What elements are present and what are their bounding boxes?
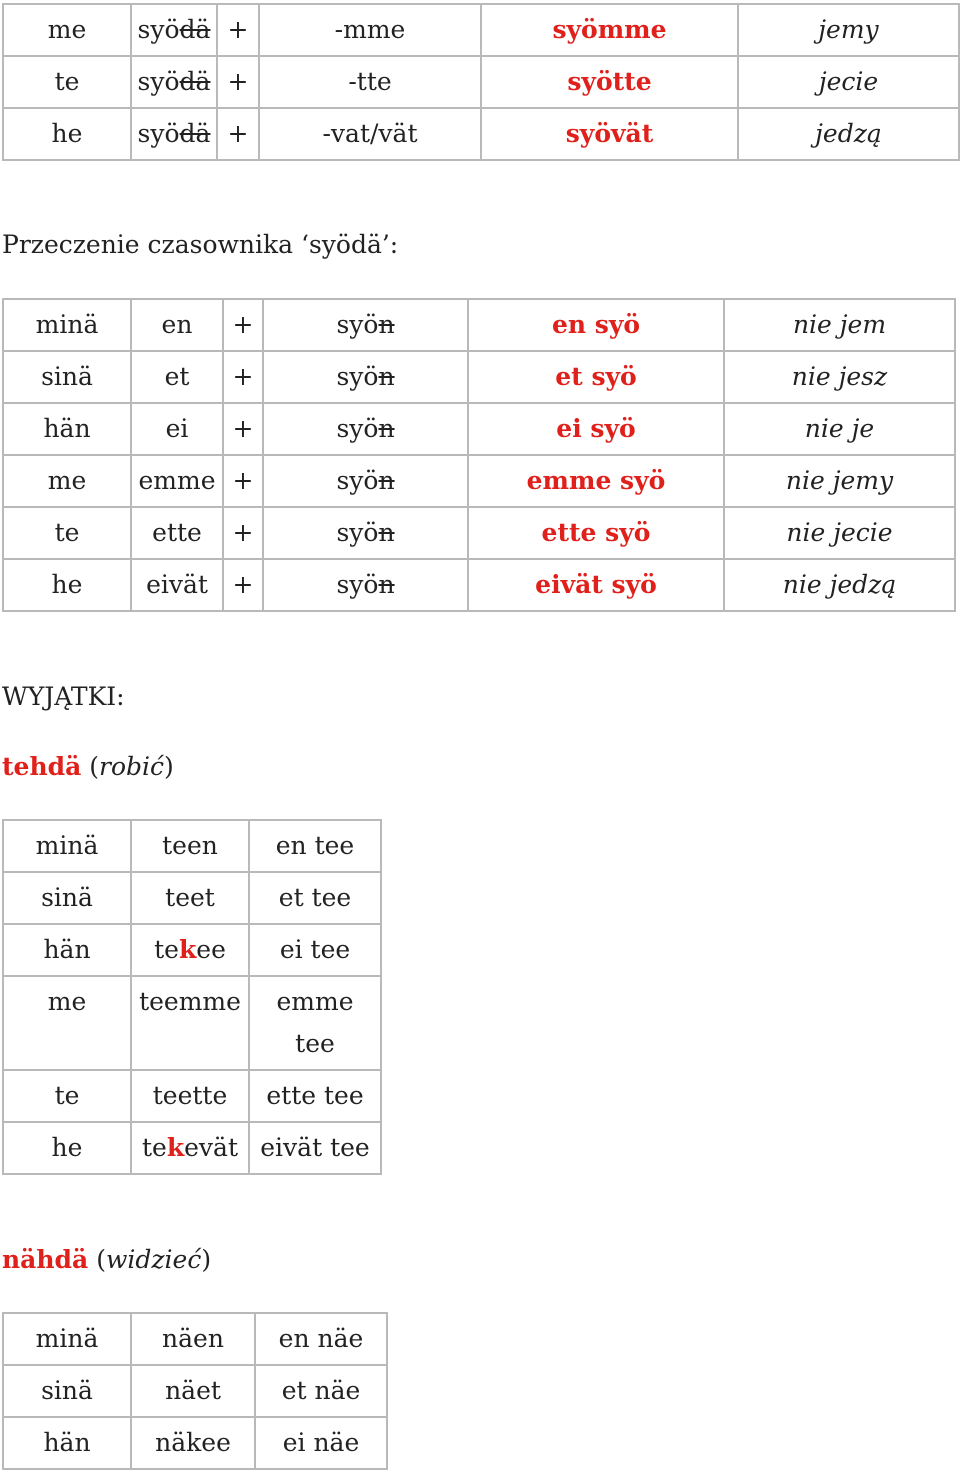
table-row <box>3 108 959 160</box>
dropped-letters: dä <box>179 119 211 148</box>
verb-form: näen <box>131 1313 255 1365</box>
dropped-letters: dä <box>179 67 211 96</box>
ending: -tte <box>259 56 481 108</box>
negative-form: emme tee <box>249 976 381 1070</box>
negative-form: ei näe <box>255 1417 387 1469</box>
plus-sign: + <box>217 56 259 108</box>
dropped-letters: dä <box>179 15 211 44</box>
plus-sign: + <box>223 559 263 611</box>
table-row <box>3 507 955 559</box>
table-row <box>3 1070 381 1122</box>
pronoun: sinä <box>3 1365 131 1417</box>
table-row <box>3 351 955 403</box>
nahda-table <box>2 1312 388 1470</box>
verb-meaning: robić <box>99 752 165 781</box>
pronoun: me <box>3 976 131 1070</box>
verb-stem-cell <box>263 507 468 559</box>
present-tense-table <box>2 3 960 161</box>
result-form: en syö <box>468 299 724 351</box>
stem: syö <box>336 310 379 339</box>
verb-form: tekevät <box>131 1122 249 1174</box>
negation-heading: Przeczenie czasownika ‘syödä’: <box>2 230 399 259</box>
verb-stem-cell <box>263 559 468 611</box>
dropped-letters: n <box>378 466 395 495</box>
stem: syö <box>336 466 379 495</box>
table-row <box>3 820 381 872</box>
verb-form: näkee <box>131 1417 255 1469</box>
result-form: syövät <box>481 108 738 160</box>
stem: syö <box>137 119 180 148</box>
result-form: eivät syö <box>468 559 724 611</box>
plus-sign: + <box>217 108 259 160</box>
nahda-heading <box>2 1245 211 1274</box>
pronoun: hän <box>3 924 131 976</box>
plus-sign: + <box>223 351 263 403</box>
pronoun: he <box>3 559 131 611</box>
tehda-heading <box>2 752 174 781</box>
negative-form: et näe <box>255 1365 387 1417</box>
verb-form: näet <box>131 1365 255 1417</box>
translation: nie je <box>724 403 955 455</box>
negative-auxiliary: eivät <box>131 559 223 611</box>
table-row <box>3 1122 381 1174</box>
close-paren: ) <box>164 752 174 781</box>
stem: syö <box>336 414 379 443</box>
dropped-letters: n <box>378 310 395 339</box>
dropped-letters: n <box>378 362 395 391</box>
pronoun: sinä <box>3 351 131 403</box>
verb-form: teemme <box>131 976 249 1070</box>
negative-auxiliary: et <box>131 351 223 403</box>
translation: jedzą <box>738 108 959 160</box>
pronoun: sinä <box>3 872 131 924</box>
table-row <box>3 1417 387 1469</box>
verb-stem-cell <box>131 108 217 160</box>
table-row <box>3 872 381 924</box>
pronoun: me <box>3 4 131 56</box>
result-form: ette syö <box>468 507 724 559</box>
negative-auxiliary: en <box>131 299 223 351</box>
result-form: syömme <box>481 4 738 56</box>
plus-sign: + <box>223 455 263 507</box>
ending: -vat/vät <box>259 108 481 160</box>
ending: -mme <box>259 4 481 56</box>
result-form: et syö <box>468 351 724 403</box>
negative-auxiliary: ei <box>131 403 223 455</box>
pronoun: hän <box>3 1417 131 1469</box>
plus-sign: + <box>223 299 263 351</box>
dropped-letters: n <box>378 570 395 599</box>
pronoun: minä <box>3 820 131 872</box>
exceptions-heading: WYJĄTKI: <box>2 682 125 711</box>
plus-sign: + <box>223 403 263 455</box>
stem: syö <box>137 15 180 44</box>
negative-form: eivät tee <box>249 1122 381 1174</box>
verb-form: teet <box>131 872 249 924</box>
dropped-letters: n <box>378 414 395 443</box>
translation: nie jem <box>724 299 955 351</box>
negative-form: en tee <box>249 820 381 872</box>
open-paren: ( <box>96 1245 106 1274</box>
verb-stem-cell <box>263 351 468 403</box>
pronoun: te <box>3 56 131 108</box>
table-row <box>3 559 955 611</box>
negative-form: ette tee <box>249 1070 381 1122</box>
negation-table <box>2 298 956 612</box>
pronoun: me <box>3 455 131 507</box>
stem: syö <box>336 570 379 599</box>
translation: jecie <box>738 56 959 108</box>
pronoun: he <box>3 108 131 160</box>
table-row <box>3 976 381 1070</box>
stem: syö <box>336 518 379 547</box>
pronoun: minä <box>3 299 131 351</box>
negative-form: ei tee <box>249 924 381 976</box>
table-row <box>3 4 959 56</box>
negative-form: en näe <box>255 1313 387 1365</box>
translation: nie jesz <box>724 351 955 403</box>
verb-stem-cell <box>131 56 217 108</box>
close-paren: ) <box>201 1245 212 1274</box>
pronoun: te <box>3 1070 131 1122</box>
verb-form: teette <box>131 1070 249 1122</box>
negative-form: et tee <box>249 872 381 924</box>
open-paren: ( <box>89 752 100 781</box>
result-form: emme syö <box>468 455 724 507</box>
table-row <box>3 56 959 108</box>
translation: nie jecie <box>724 507 955 559</box>
pronoun: te <box>3 507 131 559</box>
table-row <box>3 1313 387 1365</box>
table-row <box>3 299 955 351</box>
translation: jemy <box>738 4 959 56</box>
table-row <box>3 403 955 455</box>
result-form: ei syö <box>468 403 724 455</box>
verb-meaning: widzieć <box>105 1245 202 1274</box>
negative-auxiliary: emme <box>131 455 223 507</box>
pronoun: he <box>3 1122 131 1174</box>
result-form: syötte <box>481 56 738 108</box>
table-row <box>3 924 381 976</box>
verb-stem-cell <box>263 403 468 455</box>
table-row <box>3 455 955 507</box>
pronoun: minä <box>3 1313 131 1365</box>
stem: syö <box>137 67 180 96</box>
translation: nie jedzą <box>724 559 955 611</box>
verb-name: nähdä <box>2 1245 89 1274</box>
plus-sign: + <box>217 4 259 56</box>
negative-auxiliary: ette <box>131 507 223 559</box>
tehda-table <box>2 819 382 1175</box>
dropped-letters: n <box>378 518 395 547</box>
verb-form: tekee <box>131 924 249 976</box>
verb-stem-cell <box>263 455 468 507</box>
plus-sign: + <box>223 507 263 559</box>
verb-name: tehdä <box>2 752 82 781</box>
pronoun: hän <box>3 403 131 455</box>
verb-stem-cell <box>131 4 217 56</box>
translation: nie jemy <box>724 455 955 507</box>
verb-form: teen <box>131 820 249 872</box>
stem: syö <box>336 362 379 391</box>
verb-stem-cell <box>263 299 468 351</box>
table-row <box>3 1365 387 1417</box>
